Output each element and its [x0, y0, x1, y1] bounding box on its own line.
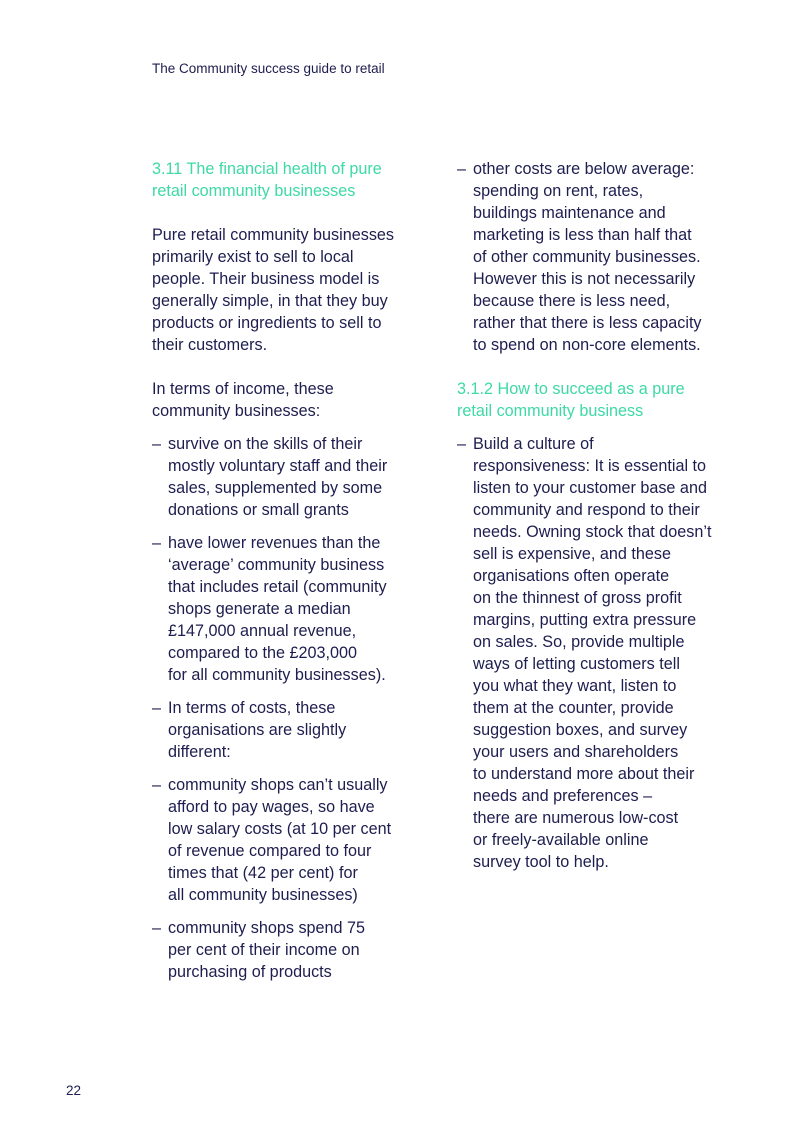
text-line: rather that there is less capacity	[473, 314, 702, 332]
text-line: products or ingredients to sell to	[152, 314, 382, 332]
text-line: community businesses:	[152, 402, 321, 420]
text-line: Pure retail community businesses	[152, 226, 395, 244]
text-line: community shops can’t usually	[168, 776, 388, 794]
text-line: your users and shareholders	[473, 743, 679, 761]
dash-marker: –	[152, 776, 162, 794]
heading-line: retail community businesses	[152, 182, 356, 200]
heading-line: 3.11 The financial health of pure	[152, 160, 382, 178]
text-line: times that (42 per cent) for	[168, 864, 358, 882]
text-line: you what they want, listen to	[473, 677, 677, 695]
bullet-item	[152, 532, 414, 686]
text-line: community shops spend 75	[168, 919, 366, 937]
text-line: other costs are below average:	[473, 160, 695, 178]
text-line: survive on the skills of their	[168, 435, 363, 453]
text-line: Build a culture of	[473, 435, 594, 453]
text-line: needs. Owning stock that doesn’t	[473, 523, 712, 541]
heading-line: retail community business	[457, 402, 644, 420]
text-line: purchasing of products	[168, 963, 332, 981]
heading-line: 3.1.2 How to succeed as a pure	[457, 380, 685, 398]
text-line: all community businesses)	[168, 886, 358, 904]
dash-marker: –	[152, 534, 162, 552]
text-line: spending on rent, rates,	[473, 182, 644, 200]
text-line: on the thinnest of gross profit	[473, 589, 682, 607]
text-line: £147,000 annual revenue,	[168, 622, 357, 640]
section-heading-3-1-2	[457, 378, 727, 422]
dash-marker: –	[457, 435, 467, 453]
text-line: low salary costs (at 10 per cent	[168, 820, 392, 838]
text-line: mostly voluntary staff and their	[168, 457, 388, 475]
success-bullets	[457, 433, 727, 873]
text-line: that includes retail (community	[168, 578, 387, 596]
dash-marker: –	[152, 435, 162, 453]
text-line: there are numerous low-cost	[473, 809, 679, 827]
running-header: The Community success guide to retail	[152, 61, 385, 76]
text-line: margins, putting extra pressure	[473, 611, 697, 629]
dash-marker: –	[152, 919, 162, 937]
bullet-item	[457, 158, 727, 356]
dash-marker: –	[152, 699, 162, 717]
section-heading-3-11	[152, 158, 414, 202]
text-line: per cent of their income on	[168, 941, 360, 959]
left-column	[152, 158, 414, 994]
text-line: compared to the £203,000	[168, 644, 357, 662]
bullet-item	[152, 774, 414, 906]
intro-paragraph	[152, 224, 414, 356]
income-intro	[152, 378, 414, 422]
text-line: ways of letting customers tell	[473, 655, 680, 673]
bullet-item	[152, 917, 414, 983]
text-line: for all community businesses).	[168, 666, 386, 684]
text-line: suggestion boxes, and survey	[473, 721, 688, 739]
bullet-item	[152, 697, 414, 763]
text-line: donations or small grants	[168, 501, 349, 519]
text-line: people. Their business model is	[152, 270, 380, 288]
text-line: to understand more about their	[473, 765, 695, 783]
text-line: because there is less need,	[473, 292, 671, 310]
text-line: generally simple, in that they buy	[152, 292, 388, 310]
page-number: 22	[66, 1083, 82, 1098]
text-line: needs and preferences –	[473, 787, 653, 805]
text-line: In terms of costs, these	[168, 699, 336, 717]
income-cost-bullets	[152, 433, 414, 983]
text-line: sales, supplemented by some	[168, 479, 383, 497]
text-line: organisations are slightly	[168, 721, 347, 739]
text-line: In terms of income, these	[152, 380, 334, 398]
text-line: to spend on non-core elements.	[473, 336, 701, 354]
text-line: sell is expensive, and these	[473, 545, 671, 563]
text-line: survey tool to help.	[473, 853, 609, 871]
dash-marker: –	[457, 160, 467, 178]
text-line: marketing is less than half that	[473, 226, 692, 244]
bullet-item	[152, 433, 414, 521]
text-line: responsiveness: It is essential to	[473, 457, 707, 475]
text-line: organisations often operate	[473, 567, 670, 585]
text-line: However this is not necessarily	[473, 270, 696, 288]
text-line: them at the counter, provide	[473, 699, 674, 717]
right-column	[457, 158, 727, 884]
text-line: community and respond to their	[473, 501, 700, 519]
text-line: on sales. So, provide multiple	[473, 633, 685, 651]
text-line: ‘average’ community business	[168, 556, 385, 574]
text-line: of revenue compared to four	[168, 842, 372, 860]
text-line: their customers.	[152, 336, 268, 354]
cost-bullets-continued	[457, 158, 727, 356]
text-line: afford to pay wages, so have	[168, 798, 375, 816]
text-line: or freely-available online	[473, 831, 649, 849]
text-line: of other community businesses.	[473, 248, 701, 266]
text-line: primarily exist to sell to local	[152, 248, 354, 266]
text-line: listen to your customer base and	[473, 479, 707, 497]
text-line: shops generate a median	[168, 600, 351, 618]
text-line: different:	[168, 743, 231, 761]
text-line: have lower revenues than the	[168, 534, 381, 552]
text-line: buildings maintenance and	[473, 204, 666, 222]
bullet-item	[457, 433, 727, 873]
